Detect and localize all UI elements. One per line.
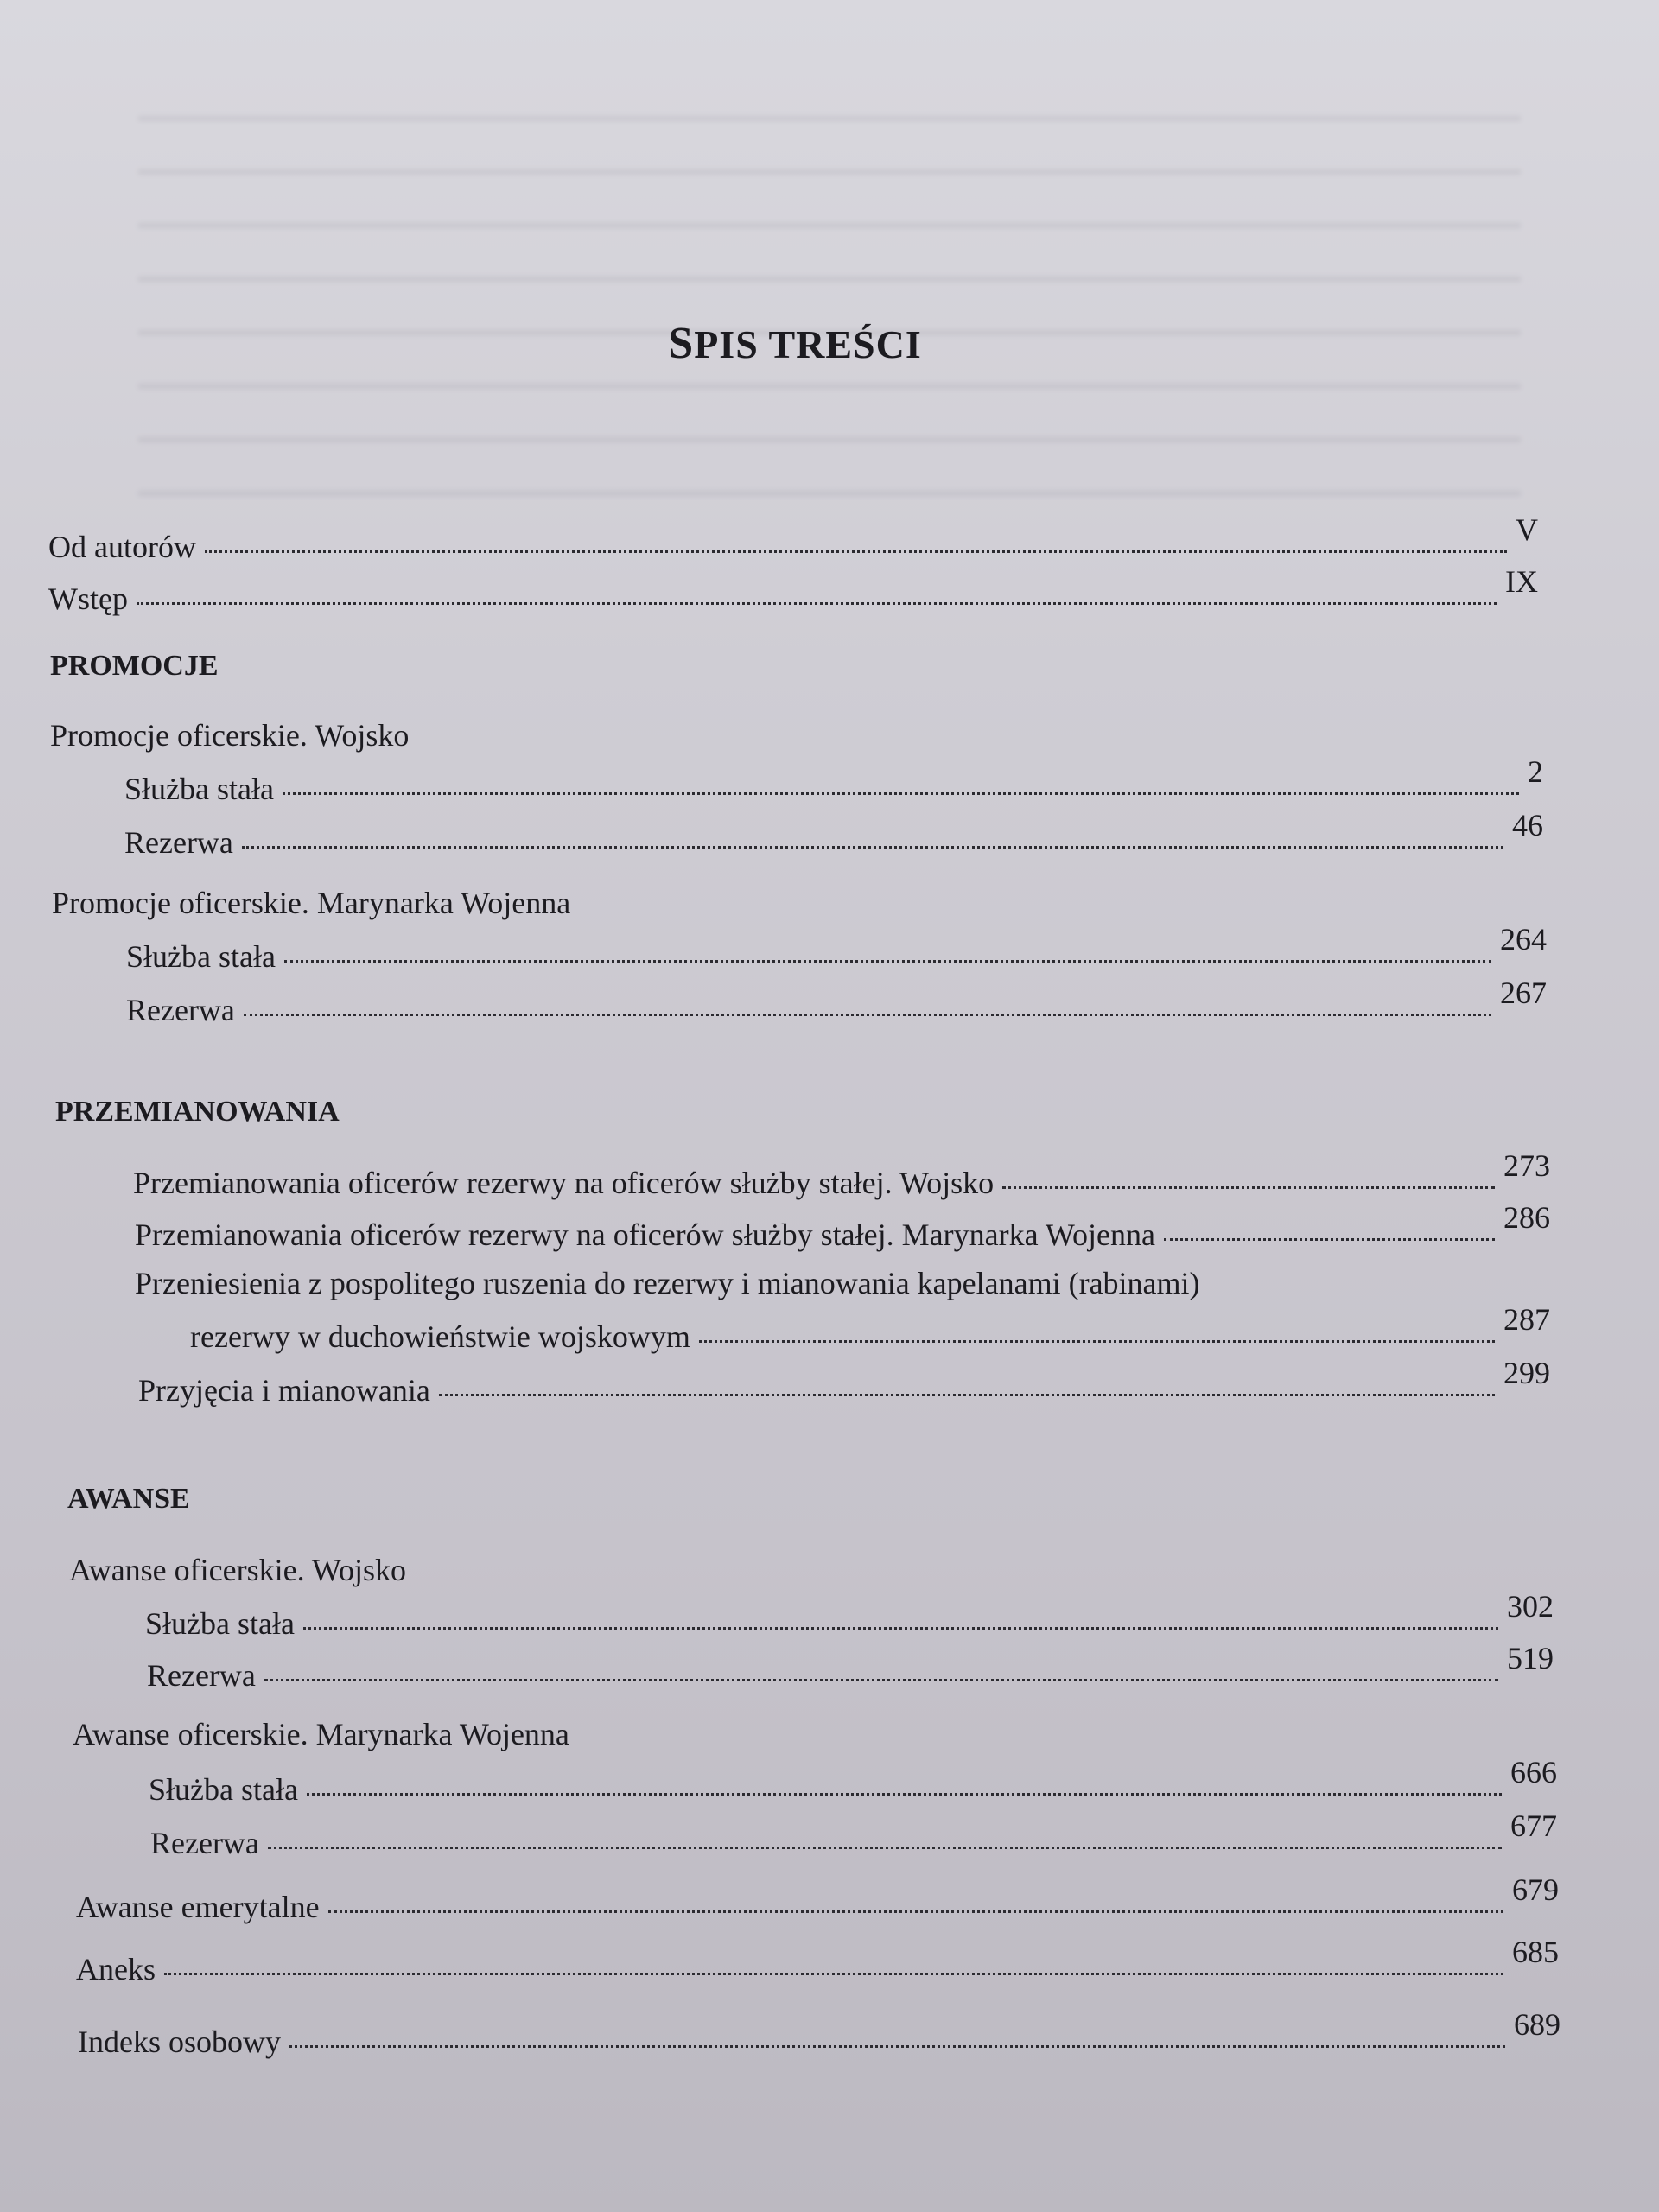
title-initial: S: [668, 319, 695, 368]
dot-leader: [283, 792, 1519, 795]
section-heading-przemianowania: PRZEMIANOWANIA: [55, 1096, 340, 1128]
dot-leader: [268, 1847, 1502, 1849]
toc-entry-label: Przyjęcia i mianowania: [138, 1373, 430, 1408]
group-title-awanse-marynarka: Awanse oficerskie. Marynarka Wojenna: [73, 1717, 569, 1751]
dot-leader: [303, 1627, 1498, 1630]
toc-entry-label: Służba stała: [126, 939, 276, 974]
toc-entry-indeks-osobowy[interactable]: [78, 2007, 1560, 2060]
group-title-awanse-wojsko: Awanse oficerskie. Wojsko: [69, 1553, 407, 1587]
section-heading-awanse: AWANSE: [67, 1483, 190, 1515]
dot-leader: [289, 2045, 1505, 2048]
toc-entry-promocje-marynarka-sluzba[interactable]: [126, 922, 1547, 975]
toc-entry-page: 286: [1503, 1200, 1550, 1235]
dot-leader: [328, 1910, 1503, 1913]
toc-entry-label: Aneks: [76, 1952, 156, 1986]
toc-entry-przeniesienia-line1: Przeniesienia z pospolitego ruszenia do rezerwy i mianowania kapelanami (rabinami): [135, 1266, 1200, 1300]
group-title-promocje-marynarka: Promocje oficerskie. Marynarka Wojenna: [52, 886, 571, 920]
toc-entry-promocje-wojsko-sluzba[interactable]: [124, 754, 1543, 807]
toc-entry-label: Rezerwa: [147, 1658, 256, 1693]
toc-entry-page: 679: [1512, 1872, 1559, 1907]
dot-leader: [1164, 1238, 1495, 1241]
page-title: [0, 318, 1590, 369]
toc-entry-label: Od autorów: [48, 530, 196, 564]
toc-entry-page: 264: [1500, 922, 1547, 957]
dot-leader: [137, 602, 1497, 605]
dot-leader: [264, 1679, 1498, 1681]
toc-entry-page: 299: [1503, 1356, 1550, 1390]
toc-entry-wstep[interactable]: [48, 564, 1538, 617]
toc-entry-page: 302: [1507, 1589, 1554, 1624]
toc-entry-label: Rezerwa: [124, 825, 233, 860]
toc-entry-przemianowania-marynarka[interactable]: [135, 1200, 1550, 1253]
toc-entry-label: Awanse emerytalne: [76, 1890, 320, 1924]
toc-entry-page: V: [1516, 512, 1538, 547]
title-rest: PIS TREŚCI: [694, 322, 922, 366]
toc-entry-page: 689: [1514, 2007, 1560, 2042]
toc-entry-label: Indeks osobowy: [78, 2024, 281, 2059]
toc-entry-przeniesienia[interactable]: [190, 1302, 1550, 1355]
toc-entry-label: Przemianowania oficerów rezerwy na oficerów służby stałej. Wojsko: [133, 1166, 995, 1200]
dot-leader: [439, 1394, 1495, 1396]
dot-leader: [242, 846, 1503, 849]
toc-entry-awanse-emerytalne[interactable]: [76, 1872, 1559, 1925]
toc-entry-page: 677: [1510, 1808, 1557, 1843]
dot-leader: [699, 1340, 1495, 1343]
toc-entry-page: 519: [1507, 1641, 1554, 1675]
toc-entry-label: Przemianowania oficerów rezerwy na oficerów służby stałej. Marynarka Wojenna: [135, 1217, 1155, 1252]
toc-entry-awanse-wojsko-sluzba[interactable]: [145, 1589, 1554, 1642]
dot-leader: [164, 1973, 1503, 1975]
toc-entry-label: Służba stała: [124, 772, 274, 806]
toc-entry-page: 666: [1510, 1755, 1557, 1789]
toc-entry-promocje-wojsko-rezerwa[interactable]: [124, 808, 1543, 861]
toc-entry-przyjecia[interactable]: [138, 1356, 1550, 1408]
toc-entry-page: 287: [1503, 1302, 1550, 1337]
toc-entry-page: IX: [1505, 564, 1538, 599]
toc-entry-promocje-marynarka-rezerwa[interactable]: [126, 976, 1547, 1028]
toc-entry-label: Wstęp: [48, 582, 128, 616]
toc-entry-awanse-marynarka-rezerwa[interactable]: [150, 1808, 1557, 1861]
toc-entry-aneks[interactable]: [76, 1935, 1559, 1987]
show-through-text: [138, 78, 1521, 527]
group-title-promocje-wojsko: Promocje oficerskie. Wojsko: [50, 718, 410, 753]
toc-entry-label: Rezerwa: [126, 993, 235, 1027]
dot-leader: [244, 1014, 1491, 1016]
toc-entry-label: rezerwy w duchowieństwie wojskowym: [190, 1319, 690, 1354]
dot-leader: [205, 550, 1507, 553]
toc-entry-page: 2: [1528, 754, 1543, 789]
toc-entry-label: Służba stała: [149, 1772, 298, 1807]
toc-entry-page: 46: [1512, 808, 1543, 842]
dot-leader: [1002, 1186, 1495, 1189]
toc-entry-page: 267: [1500, 976, 1547, 1010]
toc-entry-od-autorow[interactable]: [48, 512, 1538, 565]
section-heading-promocje: PROMOCJE: [50, 650, 219, 682]
toc-entry-przemianowania-wojsko[interactable]: [133, 1148, 1550, 1201]
toc-entry-page: 273: [1503, 1148, 1550, 1183]
toc-entry-page: 685: [1512, 1935, 1559, 1969]
dot-leader: [307, 1793, 1502, 1796]
dot-leader: [284, 960, 1491, 963]
toc-entry-awanse-marynarka-sluzba[interactable]: [149, 1755, 1557, 1808]
toc-entry-label: Służba stała: [145, 1606, 295, 1641]
toc-entry-awanse-wojsko-rezerwa[interactable]: [147, 1641, 1554, 1694]
toc-entry-label: Rezerwa: [150, 1826, 259, 1860]
